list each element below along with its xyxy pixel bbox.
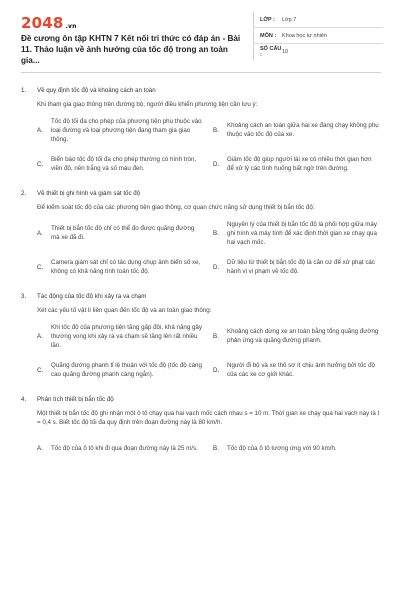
option-text: Khi tốc độ của phương tiện tăng gấp đôi, khả năng gây thương vong khi xảy ra va chạm sẽ tăng lên rất nhiều lần. [51, 323, 202, 349]
question-title [21, 391, 383, 409]
option-c[interactable] [37, 149, 207, 179]
option-b[interactable] [213, 218, 383, 248]
logo-number: 2048 [21, 14, 64, 32]
question-title [21, 288, 383, 306]
option-text: Giảm tốc độ giúp người lái xe có nhiều thời gian hơn để xử lý các tình huống bất ngờ trên đường. [227, 156, 372, 172]
question-2 [21, 185, 383, 282]
question-title [21, 185, 383, 203]
question-title-text: Tác động của tốc độ khi xảy ra va chạm [37, 293, 147, 300]
option-letter: A. [37, 126, 43, 134]
question-title-text: Phân tích thiết bị bắn tốc độ [37, 396, 114, 403]
meta-key: SỐ CÂU : [260, 46, 282, 58]
option-letter: C. [37, 160, 44, 168]
question-number: 3. [21, 293, 27, 300]
meta-key: LỚP : [260, 16, 275, 23]
question-stem: Khi tham gia giao thông trên đường bộ, người điều khiển phương tiện cần lưu ý: [37, 101, 258, 108]
option-d[interactable] [213, 149, 383, 179]
question-3 [21, 288, 383, 385]
meta-row-subject [254, 28, 383, 44]
question-number: 1. [21, 87, 27, 94]
option-text: Nguyên lý của thiết bị bắn tốc độ là phối hợp giữa máy ghi hình và máy tính để xác định thời gian xe chạy qua hai vạch mốc. [227, 220, 377, 246]
option-a[interactable] [37, 115, 207, 145]
option-letter: C. [37, 366, 44, 374]
option-c[interactable] [37, 252, 207, 282]
option-text: Tốc độ của ô tô tương ứng với 90 km/h. [227, 444, 337, 452]
option-grid [21, 218, 383, 282]
site-logo[interactable] [21, 14, 77, 32]
option-letter: A. [37, 332, 43, 340]
option-letter: D. [213, 160, 220, 168]
option-text: Camera giám sát chỉ có tác dụng chụp ảnh biển số xe, không có khả năng tính toán tốc độ. [51, 259, 201, 275]
option-letter: B. [213, 332, 219, 340]
logo-domain: .vn [65, 23, 77, 30]
header-divider [21, 72, 381, 73]
question-title [21, 82, 383, 100]
option-text: Tốc độ tối đa cho phép của phương tiện phụ thuộc vào loại đường và loại phương tiện đang tham gia giao thông. [51, 117, 202, 143]
option-letter: C. [37, 263, 44, 271]
document-title: Đề cương ôn tập KHTN 7 Kết nối tri thức có đáp án - Bài 11. Thảo luận về ảnh hưởng của tốc độ trong an toàn gia... [21, 34, 241, 65]
meta-row-class [254, 12, 383, 28]
option-text: Dữ liệu từ thiết bị bắn tốc độ là căn cứ để xử phạt các hành vi vi phạm về tốc độ. [227, 259, 375, 275]
option-b[interactable] [213, 321, 383, 351]
question-number: 2. [21, 190, 27, 197]
option-d[interactable] [213, 355, 383, 385]
meta-value: Khoa học tự nhiên [282, 32, 327, 39]
question-stem: Xét các yếu tố vật lí liên quan đến tốc độ và an toàn giao thông: [37, 307, 212, 314]
document-header [0, 0, 400, 68]
question-number: 4. [21, 396, 27, 403]
question-stem: Một thiết bị bắn tốc độ ghi nhận một ô tô chạy qua hai vạch mốc cách nhau s = 10 m. Thời gian xe chạy qua hai vạch này là t = 0,4 s. Biết tốc độ tối đa quy định trên đoạn đường này là 80 km/h. [37, 410, 380, 426]
option-letter: A. [37, 444, 43, 452]
option-letter: A. [37, 229, 43, 237]
question-list [21, 76, 383, 463]
option-text: Tốc độ của ô tô khi đi qua đoạn đường này là 25 m/s. [51, 444, 198, 452]
option-text: Khoảng cách an toàn giữa hai xe đang chạy không phụ thuộc vào tốc độ của xe. [227, 122, 379, 138]
option-letter: B. [213, 126, 219, 134]
option-letter: B. [213, 444, 219, 452]
question-1 [21, 82, 383, 179]
option-d[interactable] [213, 252, 383, 282]
option-text: Quãng đường phanh tỉ lệ thuận với tốc độ (tốc độ càng cao quãng đường phanh càng ngắn). [51, 362, 202, 378]
option-letter: B. [213, 229, 219, 237]
option-grid [21, 433, 383, 463]
meta-key: MÔN : [260, 32, 277, 39]
option-text: Biển báo tốc độ tối đa cho phép thường có hình tròn, viền đỏ, nền trắng và số màu đen. [51, 156, 197, 172]
option-text: Người đi bộ và xe thô sơ ít chịu ảnh hưởng bởi tốc độ của các xe cơ giới khác. [227, 362, 375, 378]
option-grid [21, 321, 383, 385]
option-text: Khoảng cách dừng xe an toàn bằng tổng quãng đường phản ứng và quãng đường phanh. [227, 328, 379, 344]
document-meta-table [253, 12, 383, 60]
option-letter: D. [213, 366, 220, 374]
option-a[interactable] [37, 433, 207, 463]
question-4 [21, 391, 383, 463]
option-a[interactable] [37, 321, 207, 351]
option-text: Thiết bị bắn tốc độ chỉ có thể đo được quãng đường mà xe đã đi. [51, 225, 195, 241]
option-grid [21, 115, 383, 179]
question-title-text: Về quy định tốc độ và khoảng cách an toàn [37, 87, 156, 94]
option-c[interactable] [37, 355, 207, 385]
option-a[interactable] [37, 218, 207, 248]
meta-value: Lớp 7 [282, 16, 297, 23]
option-letter: D. [213, 263, 220, 271]
meta-value: 10 [282, 49, 289, 55]
option-b[interactable] [213, 433, 383, 463]
meta-row-question-count [254, 44, 383, 60]
option-b[interactable] [213, 115, 383, 145]
question-title-text: Về thiết bị ghi hình và giám sát tốc độ [37, 190, 141, 197]
question-stem: Để kiểm soát tốc độ của các phương tiện giao thông, cơ quan chức năng sử dụng thiết bị bắn tốc độ: [37, 204, 315, 211]
